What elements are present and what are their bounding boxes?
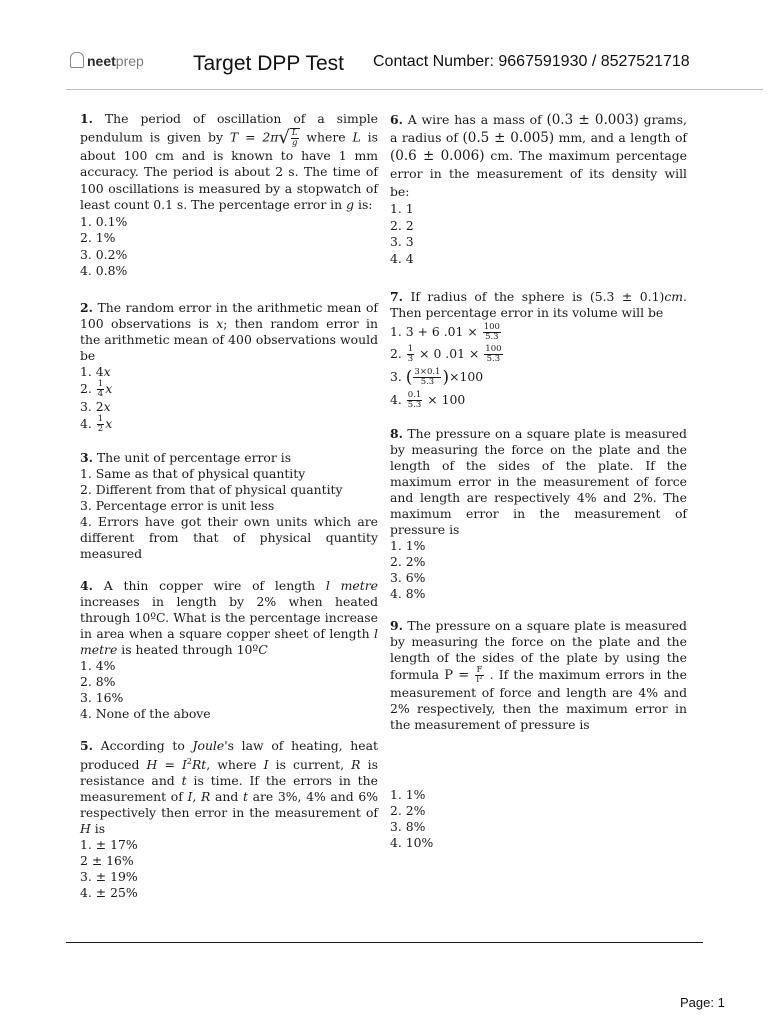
fraction (407, 345, 414, 364)
var-x: x (216, 315, 224, 331)
question-text: The random error in the arithmetic mean of 100 observations is (80, 299, 378, 331)
option-2 (80, 380, 378, 399)
joule: Joule (192, 737, 225, 753)
question-text: and is known to have (181, 147, 331, 163)
option-prefix: 4. (390, 392, 402, 407)
frac-den: 2 (97, 423, 104, 434)
frac-num: 1 (407, 344, 414, 354)
option-var: x (105, 415, 113, 431)
var-C: C (258, 641, 268, 657)
question-number: 3. (80, 449, 93, 465)
option-1: 1. Same as that of physical quantity (80, 465, 306, 481)
option-2 (390, 345, 687, 364)
logo-neet: neet (87, 53, 116, 69)
question-number: 6. (390, 112, 403, 127)
question-text: is about (80, 129, 378, 163)
page-number: Page: 1 (680, 995, 725, 1010)
frac-den: 3 (407, 354, 414, 364)
unit-cm: cm (664, 289, 684, 304)
fraction (97, 415, 104, 434)
question-text: is time. If the errors in the measurement of (80, 772, 378, 804)
var-g: g (346, 197, 355, 212)
value: 1 mm (338, 147, 378, 163)
var-t: t (242, 788, 248, 804)
paren-close: ) (442, 367, 450, 388)
option-1: 1. 4% (80, 657, 116, 673)
question-text: The pressure on a square plate is measured by measuring the force on the plate and the length of the sides of the plate by using the formula (390, 618, 687, 682)
frac-num: 3×0.1 (414, 367, 441, 377)
sqrt-L-over-g: √ $\frac{L}{g}$ (278, 126, 298, 148)
option-mid: × 0 .01 × (419, 346, 480, 361)
option-4: 4. 8% (390, 586, 426, 601)
option-4: 4. Errors have got their own units which are different from that of physical quantity measured (80, 513, 378, 561)
frac-num: F (476, 665, 483, 675)
question-text: If radius of the sphere is (5.3 ± 0.1) (410, 289, 665, 304)
fraction (413, 368, 441, 387)
question-text: is (94, 820, 106, 836)
punct: , (192, 788, 197, 804)
fraction (97, 380, 104, 399)
question-text: A thin copper wire of length (103, 577, 316, 593)
option-prefix: 2. (80, 380, 92, 396)
question-text: = (164, 756, 175, 772)
logo-mark-icon (70, 52, 84, 68)
value-mass: (0.3 ± 0.003) (546, 112, 639, 128)
question-text: , where (206, 756, 257, 772)
option-prefix: 3. (390, 369, 402, 384)
question-number: 4. (80, 577, 93, 593)
option-2: 2. 2% (390, 554, 426, 569)
question-text: is heated through 10º (121, 641, 259, 657)
question-text: where (306, 129, 346, 144)
option-1: 1. 1% (390, 538, 426, 553)
paren-open: ( (405, 367, 413, 388)
right-column (390, 111, 687, 863)
frac-num: 1 (97, 413, 104, 424)
superscript: 2 (186, 756, 192, 766)
page-title: Target DPP Test (193, 52, 344, 75)
frac-den: l² (476, 675, 483, 685)
question-text: ; then random error in the arithmetic mean of 400 observations would be (80, 315, 378, 363)
question-text: . If the maximum errors in the measurement of force and length are 4% and 2% respectively, then the maximum error in the measurement of pressure is (390, 667, 687, 732)
option-prefix: 1. 3 + 6 .01 × (390, 324, 478, 339)
question-text: grams, a radius of (390, 112, 687, 145)
question-number: 9. (390, 618, 403, 633)
option-suffix: ×100 (449, 369, 484, 384)
question-8 (390, 426, 687, 602)
fraction (475, 666, 483, 685)
question-text: are 3%, 4% and 6% respectively then error in the measurement of (80, 788, 378, 820)
option-3: 3. 8% (390, 819, 426, 834)
question-text: cm. The maximum percentage error in the measurement of its density will be: (390, 148, 687, 199)
option-3: 3. 16% (80, 689, 124, 705)
question-text: A wire has a mass of (407, 112, 542, 127)
option-3 (390, 368, 687, 387)
option-1 (80, 364, 378, 380)
option-3: 3. 3 (390, 234, 414, 249)
option-2: 2. 2 (390, 217, 414, 233)
option-var: x (105, 380, 113, 396)
header-divider (66, 89, 763, 90)
var-H: H (146, 756, 158, 772)
frac-num: 1 (97, 378, 104, 389)
frac-den: 4 (97, 388, 104, 399)
question-text: The period of oscillation of a simple pendulum is given by (80, 111, 378, 144)
formula-T: T = 2π (229, 129, 279, 144)
question-2 (80, 300, 378, 434)
option-4: 4. ± 25% (80, 884, 138, 900)
option-2: 2 ± 16% (80, 852, 134, 868)
option-1: 1. 0.1% (80, 213, 128, 229)
frac-den: 5.3 (407, 400, 422, 410)
contact-number: Contact Number: 9667591930 / 8527521718 (373, 53, 690, 70)
var-I: I (187, 788, 193, 804)
value: 100 (80, 180, 104, 196)
question-number: 7. (390, 289, 403, 304)
option-prefix: 4. (80, 415, 92, 431)
option-var: x (103, 363, 111, 379)
option-3 (80, 399, 378, 415)
footer-divider (66, 942, 703, 943)
option-prefix: 2. (390, 346, 402, 361)
var-t: t (181, 772, 187, 788)
option-prefix: 3. 2 (80, 398, 104, 414)
question-4 (80, 578, 378, 722)
frac-num: 0.1 (407, 390, 422, 400)
var-I: I (263, 756, 269, 772)
option-3: 3. Percentage error is unit less (80, 497, 275, 513)
question-text: . Then percentage error in its volume will be (390, 289, 687, 320)
question-number: 5. (80, 737, 93, 753)
option-4: 4. 4 (390, 250, 414, 266)
question-3 (80, 450, 378, 562)
question-number: 8. (390, 426, 403, 441)
option-2: 2. 1% (80, 230, 116, 245)
option-4 (390, 391, 687, 410)
frac-num: L (291, 127, 298, 138)
var-l: l metre (80, 625, 378, 657)
question-1 (80, 111, 378, 280)
question-number: 1. (80, 111, 93, 126)
option-4: 4. None of the above (80, 705, 211, 721)
question-9 (390, 618, 687, 851)
fraction (484, 345, 502, 364)
option-3: 3. ± 19% (80, 868, 138, 884)
option-suffix: × 100 (427, 392, 466, 407)
value: 0.1 s (153, 197, 184, 212)
option-1: 1. ± 17% (80, 836, 138, 852)
frac-den: 5.3 (486, 354, 501, 364)
question-text: . The percentage error in (183, 197, 343, 212)
question-7 (390, 289, 687, 410)
question-text: . The time of (294, 164, 378, 179)
value: 100 cm (123, 147, 174, 163)
question-text: According to (100, 737, 185, 753)
question-text: is resistance and (80, 756, 378, 788)
option-var: x (103, 398, 111, 414)
var-R: R (200, 788, 211, 804)
option-3: 3. 6% (390, 570, 426, 585)
question-text: oscillations is measured by a stopwatch of least count (80, 180, 378, 212)
option-4: 4. 0.8% (80, 263, 128, 278)
option-2: 2. Different from that of physical quantity (80, 481, 343, 497)
left-column (80, 111, 378, 913)
frac-num: 100 (483, 322, 500, 332)
question-number: 2. (80, 299, 93, 315)
question-text: mm, and a length of (558, 130, 687, 145)
page-header (0, 0, 768, 92)
value-length: (0.6 ± 0.006) (390, 148, 485, 164)
value: 2 s (275, 164, 295, 179)
fraction (483, 323, 501, 342)
var-L: L (352, 129, 361, 144)
question-6 (390, 111, 687, 267)
var-H: H (80, 820, 91, 836)
option-3: 3. 0.2% (80, 246, 128, 262)
logo-prep: prep (115, 53, 144, 69)
var-Rt: Rt (191, 756, 207, 772)
fraction (407, 391, 423, 410)
formula-P: P = (444, 668, 470, 683)
question-5 (80, 738, 378, 901)
var-I: I (181, 756, 187, 772)
question-text: is: (357, 197, 373, 212)
value-radius: (0.5 ± 0.005) (462, 130, 555, 146)
frac-den: g (291, 137, 298, 148)
question-text: is current, (275, 756, 345, 772)
question-text: The unit of percentage error is (96, 449, 292, 465)
frac-num: 100 (485, 344, 502, 354)
option-1 (390, 323, 687, 342)
var-l: l metre (325, 577, 378, 593)
option-4: 4. 10% (390, 835, 434, 850)
question-text: accuracy. The period is about (80, 164, 270, 179)
option-2: 2. 8% (80, 673, 116, 689)
question-text: The pressure on a square plate is measured by measuring the force on the plate and the length of the sides of the plate. If the maximum error in the measurement of force and length are respectively 4% and 2%. The maximum error in the measurement of pressure is (390, 426, 687, 537)
option-2: 2. 2% (390, 803, 426, 818)
option-1: 1. 1% (390, 787, 426, 802)
frac-den: 5.3 (485, 332, 499, 342)
option-4 (80, 415, 378, 434)
question-text: and (214, 788, 239, 804)
option-1: 1. 1 (390, 201, 414, 216)
question-text: increases in length by 2% when heated through 10ºC. What is the percentage increase in area when a square copper sheet of length (80, 593, 378, 641)
options-list (390, 787, 687, 851)
var-R: R (351, 756, 361, 772)
option-prefix: 1. 4 (80, 363, 104, 379)
question-text: 's law of heating, heat produced (80, 737, 378, 772)
frac-den: 5.3 (420, 377, 435, 387)
neetprep-logo (70, 52, 144, 69)
